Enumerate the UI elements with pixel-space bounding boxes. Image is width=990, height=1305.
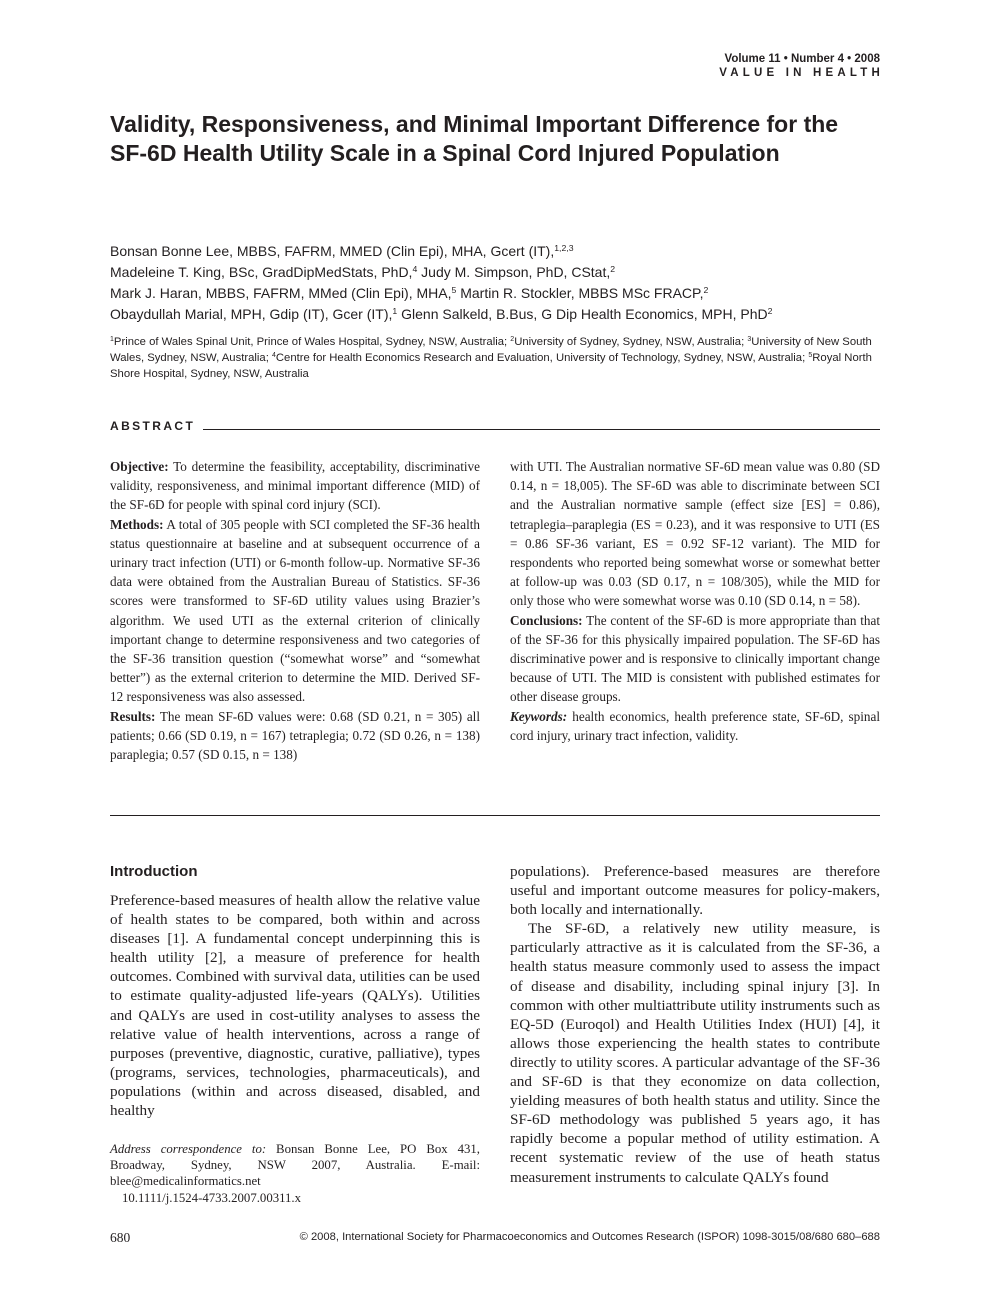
author-name: Judy M. Simpson, PhD, CStat, [417,264,611,280]
abstract-heading [110,419,880,433]
page-footer [110,1230,880,1248]
keywords-label: Keywords: [510,708,568,724]
results-text: The mean SF-6D values were: 0.68 (SD 0.21, n = 305) all patients; 0.66 (SD 0.19, n = 167) tetraplegia; 0.72 (SD 0.26, n = 138) paraplegia; 0.57 (SD 0.15, n = 138) [110,708,480,763]
correspondence-label: Address correspondence to: [110,1142,267,1156]
abstract-keywords [510,707,880,745]
objective-text: To determine the feasibility, acceptability, discriminative validity, responsiveness, and minimal important difference (MID) of the SF-6D for people with spinal cord injury (SCI). [110,459,480,513]
introduction-heading: Introduction [110,863,198,880]
affiliation-text: Royal North Shore Hospital, Sydney, NSW, Australia [110,352,872,380]
journal-name: VALUE IN HEALTH [719,67,884,79]
affiliation-marker: 1,2,3 [554,243,574,254]
affiliation-text: Prince of Wales Spinal Unit, Prince of Wales Hospital, Sydney, NSW, Australia; [113,336,511,348]
correspondence-note [110,1141,480,1206]
affiliations [110,334,880,382]
affiliation-marker: 2 [767,306,773,317]
methods-label: Methods: [110,516,164,532]
body-column-right [510,862,880,1187]
affiliation-marker: 2 [610,264,616,275]
abstract-methods [110,515,480,707]
results-text-continued: with UTI. The Australian normative SF-6D mean value was 0.80 (SD 0.14, n = 18,005). The SF-6D was able to discriminate between SCI and the Australian normative sample (effect size [ES] = 0.86), tetraplegia–paraplegia (ES = 0.23), and it was responsive to UTI (ES = 0.86 SF-36 variant, ES = 0.92 SF-12 variant). The MID for respondents who reported being somewhat worse or somewhat better at follow-up was 0.03 (SD 0.17, n = 108/305), while the MID for only those who were somewhat worse was 0.10 (SD 0.14, n = 58). [510,459,880,609]
affiliation-text: Centre for Health Economics Research and Evaluation, University of Technology, Sydney, NSW, Australia; [275,352,809,364]
conclusions-label: Conclusions: [510,612,583,628]
abstract-results [110,707,480,765]
affiliation-marker: 4 [412,264,418,275]
results-label: Results: [110,708,156,724]
methods-text: A total of 305 people with SCI completed the SF-36 health status questionnaire at baseline and at subsequent occurrence of a urinary tract infection (UTI) or 6-month follow-up. Normative SF-36 data were obtained from the Australian Bureau of Statistics. SF-36 scores were transformed to SF-6D utility values using Brazier’s algorithm. We used UTI as the external criterion of clinically important change to determine responsiveness and two categories of the SF-36 transition question (“somewhat worse” and “somewhat better”) as the external criterion to determine the MID. Derived SF-12 responsiveness was also assessed. [110,516,480,705]
author-name: Glenn Salkeld, B.Bus, G Dip Health Economics, MPH, PhD [397,306,768,322]
introduction-paragraph: Preference-based measures of health allow the relative value of health states to be compared, both within and across diseases [1]. A fundamental concept underpinning this is health utility [2], a measure of preference for health outcomes. Combined with survival data, utilities can be used to estimate quality-adjusted life-years (QALYs). Utilities and QALYs are used in cost-utility analyses to assess the relative value of health interventions, across a range of purposes (preventive, diagnostic, curative, palliative), types (programs, services, technologies, pharmaceuticals), and populations (within and across diseased, disabled, and healthy [110,892,480,1120]
objective-label: Objective: [110,459,169,474]
correspondence-text: Bonsan Bonne Lee, PO Box 431, Broadway, Sydney, NSW 2007, Australia. E-mail: blee@medicalinformatics.net [110,1142,480,1189]
keywords-text: health economics, health preference state, SF-6D, spinal cord injury, urinary tract infection, validity. [510,708,880,743]
author-name: Martin R. Stockler, MBBS MSc FRACP, [456,285,704,301]
author-list [110,241,880,325]
affiliation-marker: 2 [703,285,709,296]
author-line [110,262,880,283]
affiliation-marker: 1 [110,336,114,344]
introduction-paragraph-continued: populations). Preference-based measures are therefore useful and important outcome measures for policy-makers, both locally and internationally. [510,863,880,919]
affiliation-text: University of Sydney, Sydney, NSW, Australia; [514,336,748,348]
copyright-line: © 2008, International Society for Pharmacoeconomics and Outcomes Research (ISPOR) 1098-3015/08/680 680–688 [299,1231,880,1243]
affiliation-marker: 4 [271,352,276,360]
abstract-objective [110,457,480,515]
abstract-results-continued [510,457,880,611]
author-name: Madeleine T. King, BSc, GradDipMedStats, PhD, [110,264,413,280]
author-line [110,283,880,304]
affiliation-marker: 5 [808,352,813,360]
author-name: Bonsan Bonne Lee, MBBS, FAFRM, MMED (Clin Epi), MHA, Gcert (IT), [110,243,555,259]
author-line [110,241,880,262]
abstract-divider [110,429,880,430]
author-name: Mark J. Haran, MBBS, FAFRM, MMed (Clin Epi), MHA, [110,285,452,301]
abstract-label: ABSTRACT [110,419,203,433]
abstract-column-right [510,457,880,745]
affiliation-marker: 1 [392,306,398,317]
abstract-column-left [110,457,480,764]
page-number: 680 [110,1230,131,1245]
journal-header [719,52,884,80]
introduction-paragraph: The SF-6D, a relatively new utility measure, is particularly attractive as it is calculated from the SF-36, a health status measure commonly used to assess the impact of disease and disability, including spinal injury [3]. In common with other multiattribute utility instruments such as EQ-5D (Euroqol) and Health Utilities Index (HUI) [4], it allows those experiencing the health states to contribute directly to utility scores. A particular advantage of the SF-36 and SF-6D is that they economize on data collection, yielding measures of both health status and utility. Since the SF-6D methodology was published 5 years ago, it has rapidly become a popular method of utility estimation. A recent systematic review of the use of heath status measurement instruments to calculate QALYs found [510,920,880,1186]
affiliation-marker: 2 [510,336,515,344]
affiliation-text: University of New South Wales, Sydney, NSW, Australia; [110,336,872,364]
article-title: Validity, Responsiveness, and Minimal Important Difference for the SF-6D Health Utility Scale in a Spinal Cord Injured Population [110,111,839,166]
conclusions-text: The content of the SF-6D is more appropriate than that of the SF-36 for this physically impaired population. The SF-6D has discriminative power and is responsive to clinically important change because of UTI. The MID is consistent with published estimates for other disease groups. [510,612,880,705]
doi: 10.1111/j.1524-4733.2007.00311.x [122,1190,302,1205]
journal-volume: Volume 11 • Number 4 • 2008 [724,53,880,65]
affiliation-marker: 5 [451,285,457,296]
author-name: Obaydullah Marial, MPH, Gdip (IT), Gcer (IT), [110,306,393,322]
body-column-left [110,862,480,1120]
abstract-bottom-divider [110,815,880,816]
abstract-conclusions [510,611,880,707]
author-line [110,304,880,325]
affiliation-marker: 3 [747,336,752,344]
